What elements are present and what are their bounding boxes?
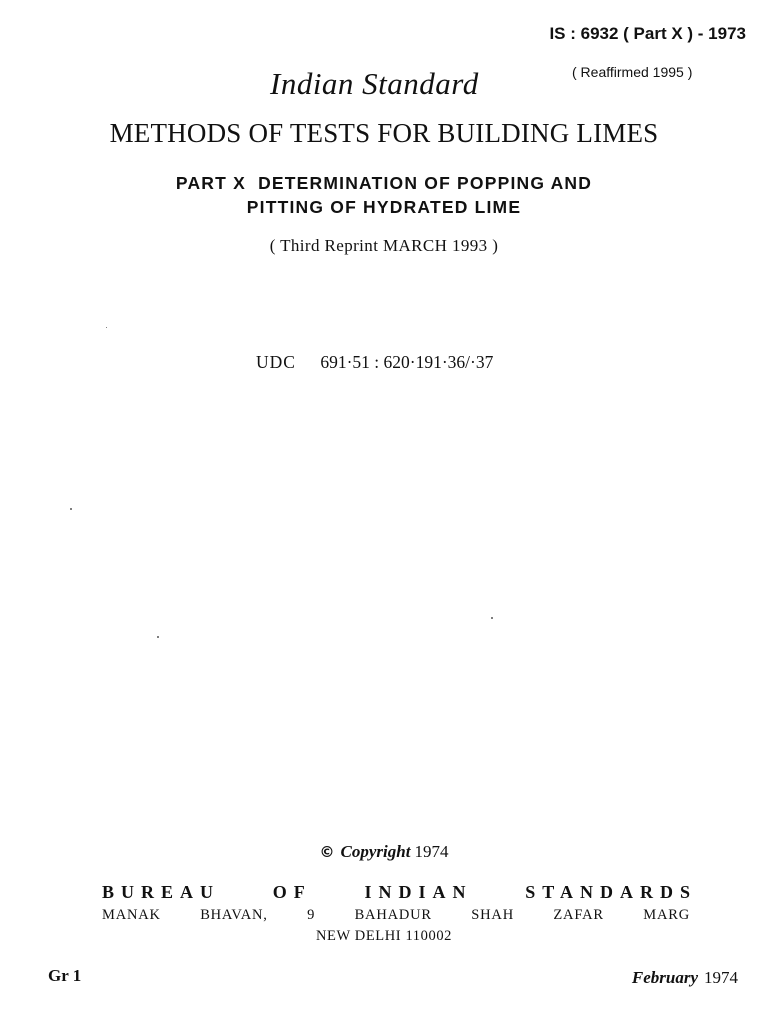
publisher-address-line-2: NEW DELHI 110002 [315, 928, 453, 944]
scan-speck [70, 508, 72, 510]
publisher-name [102, 882, 697, 903]
udc-label: UDC [256, 352, 296, 372]
copyright-line [0, 842, 768, 862]
address-word: BAHADUR [354, 907, 432, 923]
part-title-line-1: PART X DETERMINATION OF POPPING AND [175, 173, 593, 193]
copyright-word: Copyright [340, 842, 411, 861]
udc-value: 691·51 : 620·191·36/·37 [320, 352, 494, 372]
address-word: 9 [307, 907, 316, 923]
standard-number: IS : 6932 ( Part X ) - 1973 [549, 24, 746, 43]
copyright-year: 1974 [414, 842, 449, 861]
address-word: ZAFAR [553, 907, 604, 923]
reaffirmed-note: ( Reaffirmed 1995 ) [572, 64, 693, 80]
price-group: Gr 1 [48, 966, 82, 985]
udc-classification [256, 352, 493, 373]
reprint-note: ( Third Reprint MARCH 1993 ) [269, 236, 499, 255]
document-title: METHODS OF TESTS FOR BUILDING LIMES [109, 118, 659, 148]
address-word: BHAVAN, [200, 907, 268, 923]
publisher-word: STANDARDS [525, 882, 697, 902]
publisher-word: INDIAN [364, 882, 473, 902]
scan-speck [157, 636, 159, 638]
scan-speck [491, 617, 493, 619]
publisher-word: OF [272, 882, 312, 902]
publication-year: 1974 [704, 968, 738, 987]
part-title-line-2: PITTING OF HYDRATED LIME [246, 197, 522, 217]
publication-month: February [631, 968, 698, 987]
address-word: SHAH [471, 907, 514, 923]
part-title [0, 171, 768, 219]
publisher-address-line-1 [102, 907, 690, 924]
copyright-symbol: © [319, 843, 335, 861]
publication-date [632, 968, 738, 988]
address-word: MANAK [102, 907, 161, 923]
standard-label: Indian Standard [270, 66, 479, 101]
address-word: MARG [643, 907, 690, 923]
scan-speck [106, 327, 107, 328]
publisher-word: BUREAU [102, 882, 221, 902]
